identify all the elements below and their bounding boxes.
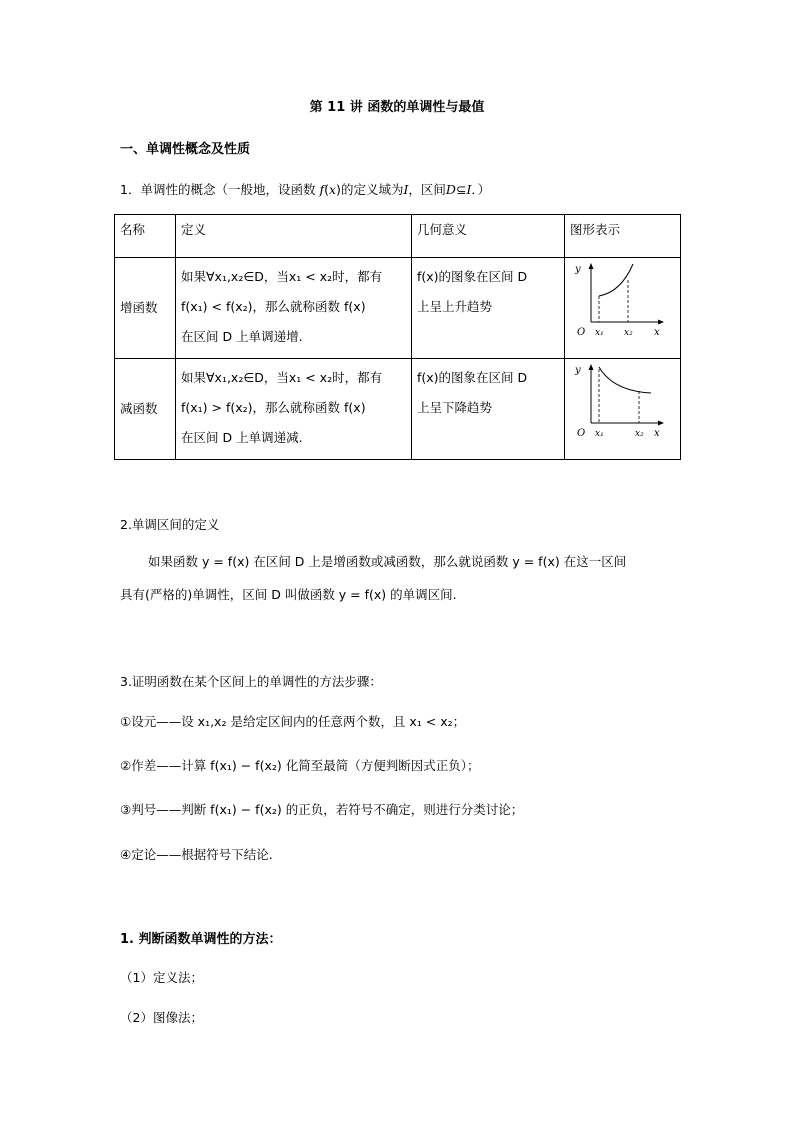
svg-text:O: O (577, 327, 586, 338)
section-heading-1: 一、单调性概念及性质 (120, 142, 251, 157)
step-2: ②作差——计算 f(x₁) − f(x₂) 化简至最简（方便判断因式正负）； (120, 758, 480, 773)
svg-text:x: x (654, 428, 660, 439)
increasing-graph (569, 260, 669, 342)
header-name: 名称 (115, 215, 176, 258)
step-4: ④定论——根据符号下结论. (120, 847, 273, 862)
row-name: 减函数 (115, 359, 176, 460)
decreasing-graph (569, 361, 669, 443)
svg-text:x₁: x₁ (595, 429, 604, 439)
row-definition: 如果∀x₁,x₂∈D，当x₁ < x₂时，都有 f(x₁) > f(x₂)，那么就称函数 f(x) 在区间 D 上单调递减. (176, 359, 412, 460)
item-1-text: 1．单调性的概念（一般地，设函数 f(x)的定义域为I，区间D⊆I．） (120, 182, 491, 197)
header-graph: 图形表示 (565, 215, 681, 258)
row-name: 增函数 (115, 258, 176, 359)
item-2-line-1: 如果函数 y = f(x) 在区间 D 上是增函数或减函数，那么就说函数 y = f(x) 在这一区间 (148, 554, 627, 569)
step-3: ③判号——判断 f(x₁) − f(x₂) 的正负，若符号不确定，则进行分类讨论； (120, 802, 524, 817)
section-heading-2: 1. 判断函数单调性的方法： (120, 932, 282, 947)
svg-text:O: O (577, 428, 586, 439)
item-2-line-2: 具有(严格的)单调性，区间 D 叫做函数 y = f(x) 的单调区间. (120, 587, 457, 602)
graph-increasing (565, 258, 681, 359)
page-title: 第 11 讲 函数的单调性与最值 (309, 100, 485, 115)
method-1: （1）定义法； (120, 970, 203, 985)
graph-decreasing (565, 359, 681, 460)
svg-text:y: y (575, 264, 581, 275)
svg-text:x₂: x₂ (635, 429, 644, 439)
svg-text:x₂: x₂ (624, 328, 633, 338)
step-1: ①设元——设 x₁,x₂ 是给定区间内的任意两个数，且 x₁ < x₂； (120, 714, 466, 729)
item-2-heading: 2.单调区间的定义 (120, 517, 220, 532)
svg-text:x: x (654, 327, 660, 338)
row-geometry: f(x)的图象在区间 D 上呈下降趋势 (412, 359, 565, 460)
header-geometry: 几何意义 (412, 215, 565, 258)
row-geometry: f(x)的图象在区间 D 上呈上升趋势 (412, 258, 565, 359)
method-2: （2）图像法； (120, 1010, 203, 1025)
header-definition: 定义 (176, 215, 412, 258)
row-definition: 如果∀x₁,x₂∈D，当x₁ < x₂时，都有 f(x₁) < f(x₂)，那么就称函数 f(x) 在区间 D 上单调递增. (176, 258, 412, 359)
monotonicity-table (114, 214, 681, 460)
svg-text:y: y (575, 365, 581, 376)
item-3-heading: 3.证明函数在某个区间上的单调性的方法步骤： (120, 674, 382, 689)
table-row-increasing (115, 258, 681, 359)
svg-text:x₁: x₁ (595, 328, 604, 338)
table-row-decreasing (115, 359, 681, 460)
